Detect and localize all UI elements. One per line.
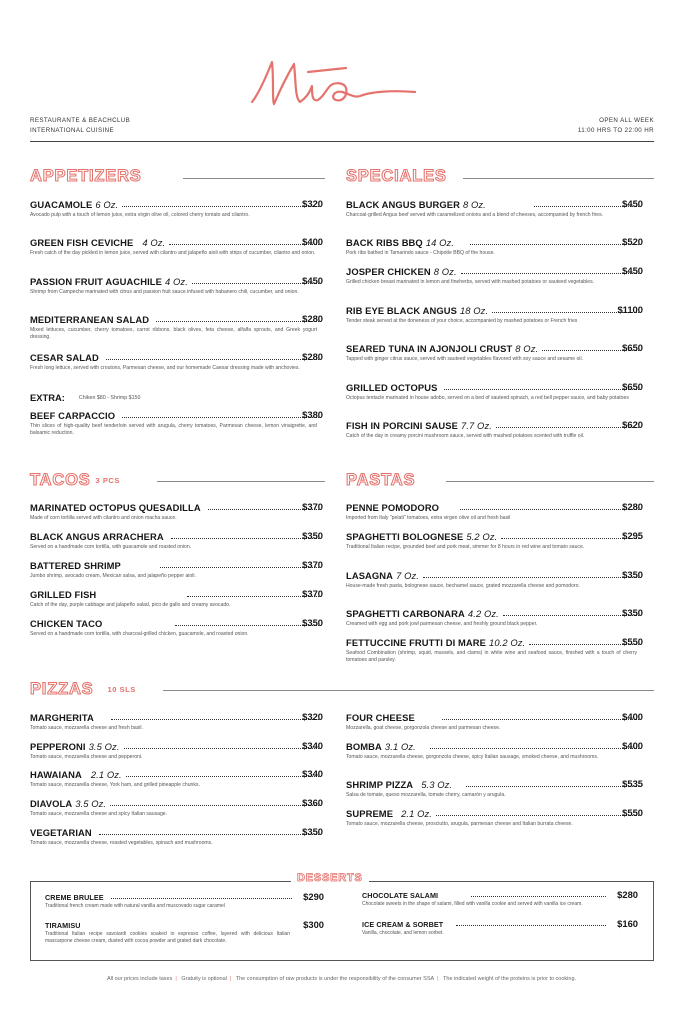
menu-item: BACK RIBS BBQ 14 Oz. $520 Pork ribs bathed in Tamarindo sauce - Chipotle BBQ of the house. <box>346 236 643 256</box>
extra-line <box>30 392 140 403</box>
header-right <box>578 116 654 136</box>
menu-item: MEDITERRANEAN SALAD $280 Mixed lettuces, cucumber, cherry tomatoes, carrot ribbons, black olives, feta cheese, alfalfa sprouts, and Greek yogurt dressing. <box>30 313 323 341</box>
menu-item: SEARED TUNA IN AJONJOLI CRUST 8 Oz. $650 Tapped with ginger citrus sauce, served with sauteed vegetables flavored with soy sauce and sesame oil. <box>346 342 643 362</box>
menu-item: JOSPER CHICKEN 8 Oz. $450 Grilled chicken breast marinated in lemon and fineherbs, served with mashed potatoes or sauteed vegetables. <box>346 265 643 285</box>
footer-taxes: All our prices include taxes <box>106 976 173 982</box>
pizzas-rule <box>163 690 654 691</box>
especiales-rule <box>463 178 654 179</box>
menu-item: BEEF CARPACCIO $380 Thin slices of high-quality beef tenderloin served with arugula, cherry tomatoes, Parmesan cheese, lemon vinaigrette, and balsamic reduction. <box>30 409 323 437</box>
tacos-title: TACOS 3 PCS <box>30 471 120 489</box>
menu-item: MARGHERITA $320 Tomato sauce, mozzarella cheese and fresh basil. <box>30 711 323 731</box>
menu-item: CESAR SALAD $280 Fresh long lettuce, served with croutons, Parmesan cheese, and our homemade Caesar dressing made with anchovies. <box>30 351 323 371</box>
pastas-title: PASTAS <box>346 471 416 489</box>
menu-item: BLACK ANGUS BURGER 8 Oz. $450 Charcoal-grilled Angus beef served with caramelized onions and a blend of cheeses, accompanied by french fries. <box>346 198 643 218</box>
desserts-title: DESSERTS <box>291 872 369 884</box>
menu-item: FISH IN PORCINI SAUSE 7.7 Oz. $620 Catch of the day in creamy porcini mushroom sauce, served with mashed potatoes scented with truffle oil. <box>346 419 643 439</box>
menu-item: GRILLED OCTOPUS $650 Octopus tentacle marinated in house adobo, served on a bed of sauteed spinach, a red bell pepper sauce, and baby potatoes <box>346 381 643 401</box>
menu-item: PENNE POMODORO $280 Imported from Italy "pelati" tomatoes, extra virgen olive oil and fresh basil <box>346 501 643 521</box>
header-divider <box>30 141 654 142</box>
menu-item: CHOCOLATE SALAMI $280 Chocolate sweets in the shape of salami, filled with vanilla cookie and served with vanilla ice cream. <box>362 889 638 907</box>
pizzas-title: PIZZAS 10 SLS <box>30 680 136 698</box>
menu-item: TIRAMISU $300 Traditional Italian recipe savoiardi cookies soaked in espresso coffee, layered with delicious Italian mascarpone cheese cream, dusted with cocoa powder and grated dark chocolate. <box>45 919 324 944</box>
menu-item: BOMBA 3.1 Oz. $400 Tomato sauce, mozzarella cheese, gorgonzola cheese, spicy Italian sausage, smoked cheese, and mushrooms. <box>346 740 643 760</box>
menu-item: MARINATED OCTOPUS QUESADILLA $370 Made of corn tortilla served with cilantro and onion macha sauce. <box>30 501 323 521</box>
footer-notes: All our prices include taxes | Gratuity is optional | The consumption of raw products is under the responsibility of the consumer SSA | The indicated weight of the proteins is prior to cooking. <box>106 976 577 982</box>
menu-item: ICE CREAM & SORBET $160 Vanilla, chocolate, and lemon sorbet. <box>362 918 638 936</box>
menu-item: PASSION FRUIT AGUACHILE 4 Oz. $450 Shrimp from Campeche marinated with citrus and passion fruit sauce infused with habanero chili, cucumber, and onion. <box>30 275 323 295</box>
menu-item: CREME BRULEE $290 Traditional french cream made with natural vanilla and muscovado sugar caramel <box>45 891 324 909</box>
mia-logo <box>250 52 420 122</box>
menu-item: BATTERED SHRIMP $370 Jumbo shrimp, avocado cream, Mexican salsa, and jalapeño pepper aioli. <box>30 559 323 579</box>
header-hours: 11:00 HRS TO 22:00 HR <box>577 127 654 134</box>
especiales-title: SPECIALES <box>346 167 447 185</box>
header-open-days: OPEN ALL WEEK <box>599 117 654 124</box>
header-cuisine: INTERNATIONAL CUISINE <box>30 127 115 134</box>
menu-item: VEGETARIAN $350 Tomato sauce, mozzarella cheese, roasted vegetables, spinach and mushrooms. <box>30 826 323 846</box>
menu-item: RIB EYE BLACK ANGUS 18 Oz. $1100 Tender steak served at the doneness of your choice, accompanied by mashed potatoes or French fries <box>346 304 643 324</box>
menu-item: CHICKEN TACO $350 Served on a handmade corn tortilla, with charcoal-grilled chicken, guacamole, and roasted onion. <box>30 617 323 637</box>
menu-item: FOUR CHEESE $400 Mozzarella, goat cheese, gorgonzola cheese and parmesan cheese. <box>346 711 643 731</box>
menu-item: SHRIMP PIZZA 5.3 Oz. $535 Salsa de tomate, queso mozzarella, tomate cherry, camarón y arugula. <box>346 778 643 798</box>
appetizers-rule <box>183 178 325 179</box>
pastas-rule <box>446 481 654 482</box>
footer-gratuity: Gratuity is optional <box>181 976 227 982</box>
menu-item: BLACK ANGUS ARRACHERA $350 Served on a handmade corn tortilla, with guacamole and roasted onion. <box>30 530 323 550</box>
header-restaurant-type: RESTAURANTE & BEACHCLUB <box>30 117 131 124</box>
menu-item: SPAGHETTI CARBONARA 4.2 Oz. $350 Creamed with egg and pork jowl parmesan cheese, and freshly ground black pepper. <box>346 607 643 627</box>
appetizers-title: APPETIZERS <box>30 167 142 185</box>
extra-label: EXTRA: <box>30 392 65 403</box>
menu-item: SPAGHETTI BOLOGNESE 5.2 Oz. $295 Traditional Italian recipe, grounded beef and pork meat, simmer for 8 hours in red wine and tomato sauce. <box>346 530 643 550</box>
menu-item: GREEN FISH CEVICHE 4 Oz. $400 Fresh catch of the day pickled in lemon juice, served with cilantro and jalapeño aioli with strips of cucumber, cilantro and onion. <box>30 236 323 256</box>
extra-value: Chiken $80 - Shrimp $150 <box>78 394 141 401</box>
menu-item: HAWAIANA 2.1 Oz. $340 Tomato sauce, mozzarella cheese, York ham, and grilled pineapple chunks. <box>30 768 323 788</box>
menu-item: DIAVOLA 3.5 Oz. $360 Tomato sauce, mozzarella cheese and spicy Italian sausage. <box>30 797 323 817</box>
menu-item: GRILLED FISH $370 Catch of the day, purple cabbage and jalapeño salad, pico de gallo and creamy avocado. <box>30 588 323 608</box>
footer-weight: The indicated weight of the proteins is prior to cooking. <box>443 976 577 982</box>
menu-item: PEPPERONI 3.5 Oz. $340 Tomato sauce, mozzarella cheese and pepperoni. <box>30 740 323 760</box>
menu-item: LASAGNA 7 Oz. $350 House-made fresh pasta, bolognese sauce, bechamel sauce, grated mozzarella cheese and pomodoro. <box>346 569 643 589</box>
menu-item: FETTUCCINE FRUTTI DI MARE 10.2 Oz. $550 Seafood Combination (shrimp, squid, mussels, and clams) in white wine and seafood sauce, finished with a touch of cherry tomatoes and parsley. <box>346 636 643 664</box>
footer-raw-products: The consumption of raw products is under the responsibility of the consumer SSA <box>235 976 435 982</box>
menu-item: GUACAMOLE 6 Oz. $320 Avocado pulp with a touch of lemon juice, extra virgin olive oil, colored cherry tomato and cilantro. <box>30 198 323 218</box>
tacos-rule <box>157 481 325 482</box>
menu-item: SUPREME 2.1 Oz. $550 Tomato sauce, mozzarella cheese, prosciutto, arugula, parmesan cheese and Italian burrata cheese. <box>346 807 643 827</box>
header-left <box>30 116 130 136</box>
